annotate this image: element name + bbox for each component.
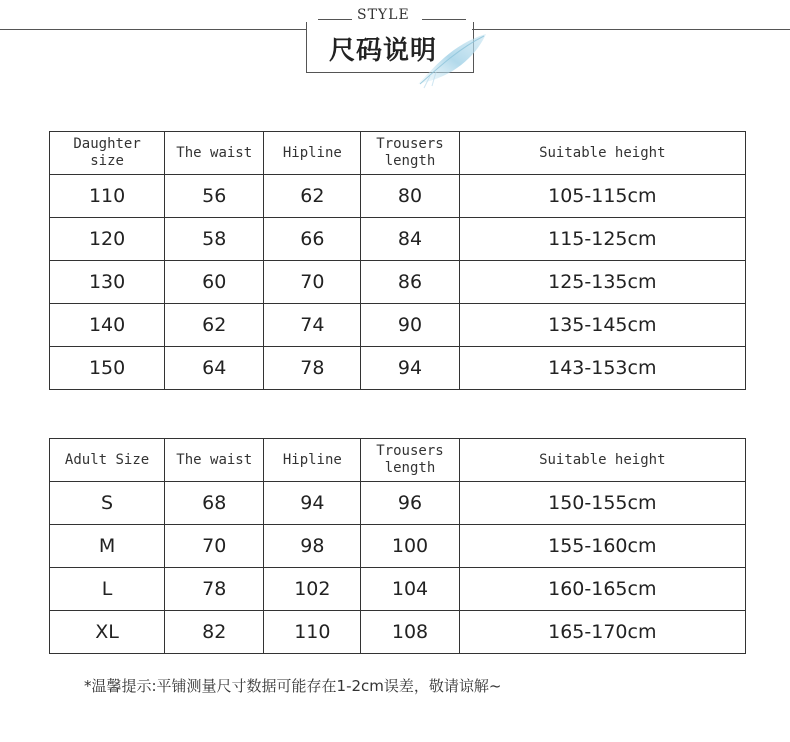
style-word: STYLE xyxy=(357,7,410,23)
page-title: 尺码说明 xyxy=(329,36,438,66)
table-cell: 94 xyxy=(361,347,459,390)
table-cell: 115-125cm xyxy=(459,218,745,261)
table-cell: 70 xyxy=(264,261,361,304)
table-cell: 110 xyxy=(264,611,361,654)
table-row xyxy=(50,261,746,304)
table-cell: 64 xyxy=(165,347,264,390)
table-cell: 56 xyxy=(165,175,264,218)
table-cell: 68 xyxy=(165,482,264,525)
table-cell: 155-160cm xyxy=(459,525,745,568)
table-cell: 78 xyxy=(264,347,361,390)
table-cell: 135-145cm xyxy=(459,304,745,347)
table-row xyxy=(50,482,746,525)
table-cell: 70 xyxy=(165,525,264,568)
table-cell: S xyxy=(50,482,165,525)
table-cell: 66 xyxy=(264,218,361,261)
table-cell: 108 xyxy=(361,611,459,654)
table-row xyxy=(50,218,746,261)
table-cell: 105-115cm xyxy=(459,175,745,218)
table-cell: 100 xyxy=(361,525,459,568)
table-cell: L xyxy=(50,568,165,611)
table-cell: 90 xyxy=(361,304,459,347)
table-cell: 165-170cm xyxy=(459,611,745,654)
feather-icon xyxy=(412,30,492,90)
adult-size-table xyxy=(49,438,746,654)
table-cell: 98 xyxy=(264,525,361,568)
column-header: Trousers length xyxy=(361,132,459,175)
table-row xyxy=(50,347,746,390)
header-rule-left xyxy=(0,29,306,30)
table-cell: 96 xyxy=(361,482,459,525)
column-header: The waist xyxy=(165,439,264,482)
column-header: Suitable height xyxy=(459,439,745,482)
kids-size-table xyxy=(49,131,746,390)
table-cell: 74 xyxy=(264,304,361,347)
table-cell: 160-165cm xyxy=(459,568,745,611)
table-cell: 58 xyxy=(165,218,264,261)
table-cell: 62 xyxy=(264,175,361,218)
table-row xyxy=(50,568,746,611)
table-cell: 120 xyxy=(50,218,165,261)
table-cell: 78 xyxy=(165,568,264,611)
column-header: Suitable height xyxy=(459,132,745,175)
column-header: Hipline xyxy=(264,132,361,175)
column-header: Hipline xyxy=(264,439,361,482)
table-row xyxy=(50,611,746,654)
table-cell: 60 xyxy=(165,261,264,304)
column-header: The waist xyxy=(165,132,264,175)
table-cell: 82 xyxy=(165,611,264,654)
table-cell: 143-153cm xyxy=(459,347,745,390)
table-cell: 150-155cm xyxy=(459,482,745,525)
header xyxy=(0,0,790,90)
table-cell: 102 xyxy=(264,568,361,611)
column-header: Adult Size xyxy=(50,439,165,482)
measurement-note: *温馨提示:平铺测量尺寸数据可能存在1-2cm误差，敬请谅解~ xyxy=(84,677,502,695)
table-cell: 84 xyxy=(361,218,459,261)
style-dash-left xyxy=(318,19,352,20)
table-cell: 104 xyxy=(361,568,459,611)
column-header: Trousers length xyxy=(361,439,459,482)
table-cell: 150 xyxy=(50,347,165,390)
table-cell: 80 xyxy=(361,175,459,218)
table-cell: XL xyxy=(50,611,165,654)
table-row xyxy=(50,304,746,347)
style-dash-right xyxy=(422,19,466,20)
table-cell: 125-135cm xyxy=(459,261,745,304)
table-cell: 94 xyxy=(264,482,361,525)
table-cell: M xyxy=(50,525,165,568)
table-row xyxy=(50,175,746,218)
table-cell: 62 xyxy=(165,304,264,347)
table-cell: 130 xyxy=(50,261,165,304)
table-row xyxy=(50,525,746,568)
column-header: Daughter size xyxy=(50,132,165,175)
table-cell: 86 xyxy=(361,261,459,304)
header-row xyxy=(50,132,746,175)
table-cell: 140 xyxy=(50,304,165,347)
header-rule-right xyxy=(472,29,790,30)
header-row xyxy=(50,439,746,482)
table-cell: 110 xyxy=(50,175,165,218)
